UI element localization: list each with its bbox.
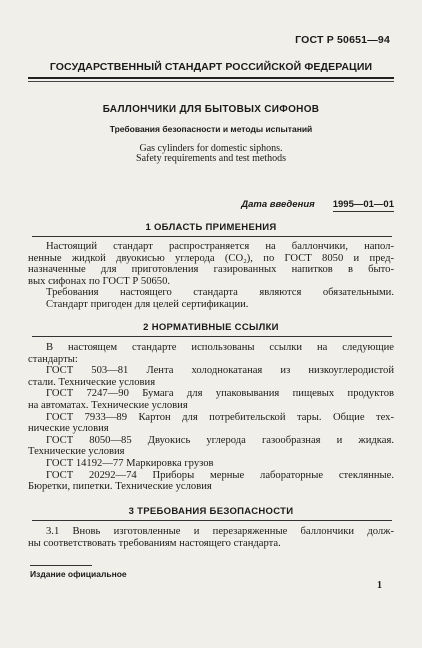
text-line: вых сифонах по ГОСТ Р 50650.: [28, 275, 171, 287]
text-line: ГОСТ 7247—90 Бумага для упаковывания пищевых продуктов: [46, 388, 394, 400]
text-line: Настоящий стандарт распространяется на баллончики, напол-: [46, 241, 394, 252]
introduction-date: [241, 199, 394, 212]
text-line: Бюретки, пипетки. Технические условия: [28, 481, 212, 493]
text-line: ГОСТ 7933—89 Картон для потребительской тары. Общие тех-: [46, 411, 394, 423]
section-safety-text: [28, 526, 394, 549]
header-rule-thin: [28, 81, 394, 82]
subtitle-russian: Требования безопасности и методы испытаний: [109, 124, 313, 134]
subtitle-english-line: Safety requirements and test methods: [136, 153, 286, 164]
text-line: на автоматах. Технические условия: [28, 399, 188, 411]
document-code: ГОСТ Р 50651—94: [295, 34, 390, 46]
standard-title: ГОСУДАРСТВЕННЫЙ СТАНДАРТ РОССИЙСКОЙ ФЕДЕРАЦИИ: [49, 61, 373, 73]
subtitle-english-line: Gas cylinders for domestic siphons.: [139, 143, 283, 154]
text-line: ГОСТ 14192—77 Маркировка грузов: [46, 457, 214, 469]
text-line: Технические условия: [28, 446, 125, 458]
introduction-date-label: Дата введения: [241, 199, 315, 210]
section-scope-text: [28, 241, 394, 311]
text-line: ны соответствовать требованиям настоящего стандарта.: [28, 537, 281, 549]
text-line: Стандарт пригоден для целей сертификации.: [46, 298, 249, 310]
section-heading-scope: 1 ОБЛАСТЬ ПРИМЕНЕНИЯ: [145, 222, 277, 233]
section-divider: [32, 236, 392, 237]
footer-divider: [30, 565, 92, 566]
introduction-date-value: 1995—01—01: [332, 199, 394, 210]
section-divider: [32, 520, 392, 521]
section-heading-references: 2 НОРМАТИВНЫЕ ССЫЛКИ: [143, 322, 279, 333]
text-line: В настоящем стандарте использованы ссылки на следующие: [46, 342, 394, 353]
text-line: стандарты:: [28, 353, 78, 365]
text-line: ненные жидкой двуокисью углерода (CO₂), по ГОСТ 8050 и пред-: [28, 252, 394, 264]
section-divider: [32, 336, 392, 337]
page-number: 1: [377, 580, 382, 591]
official-edition-label: Издание официальное: [30, 569, 127, 579]
text-line: ГОСТ 503—81 Лента холоднокатаная из низкоуглеродистой: [46, 365, 394, 377]
section-references-text: [28, 342, 394, 493]
document-title: БАЛЛОНЧИКИ ДЛЯ БЫТОВЫХ СИФОНОВ: [102, 104, 320, 115]
text-line: ГОСТ 8050—85 Двуокись углерода газообразная и жидкая.: [46, 434, 394, 446]
text-line: назначенные для приготовления газированных напитков в быто-: [28, 264, 394, 276]
text-line: 3.1 Вновь изготовленные и перезаряженные баллончики долж-: [46, 526, 394, 537]
subtitle-english: [0, 144, 422, 164]
text-line: Требования настоящего стандарта являются обязательными.: [46, 287, 394, 299]
text-line: нические условия: [28, 423, 109, 435]
header-rule-thick: [28, 77, 394, 79]
section-heading-safety: 3 ТРЕБОВАНИЯ БЕЗОПАСНОСТИ: [128, 506, 294, 517]
text-line: стали. Технические условия: [28, 376, 156, 388]
text-line: ГОСТ 20292—74 Приборы мерные лабораторные стеклянные.: [46, 469, 394, 481]
